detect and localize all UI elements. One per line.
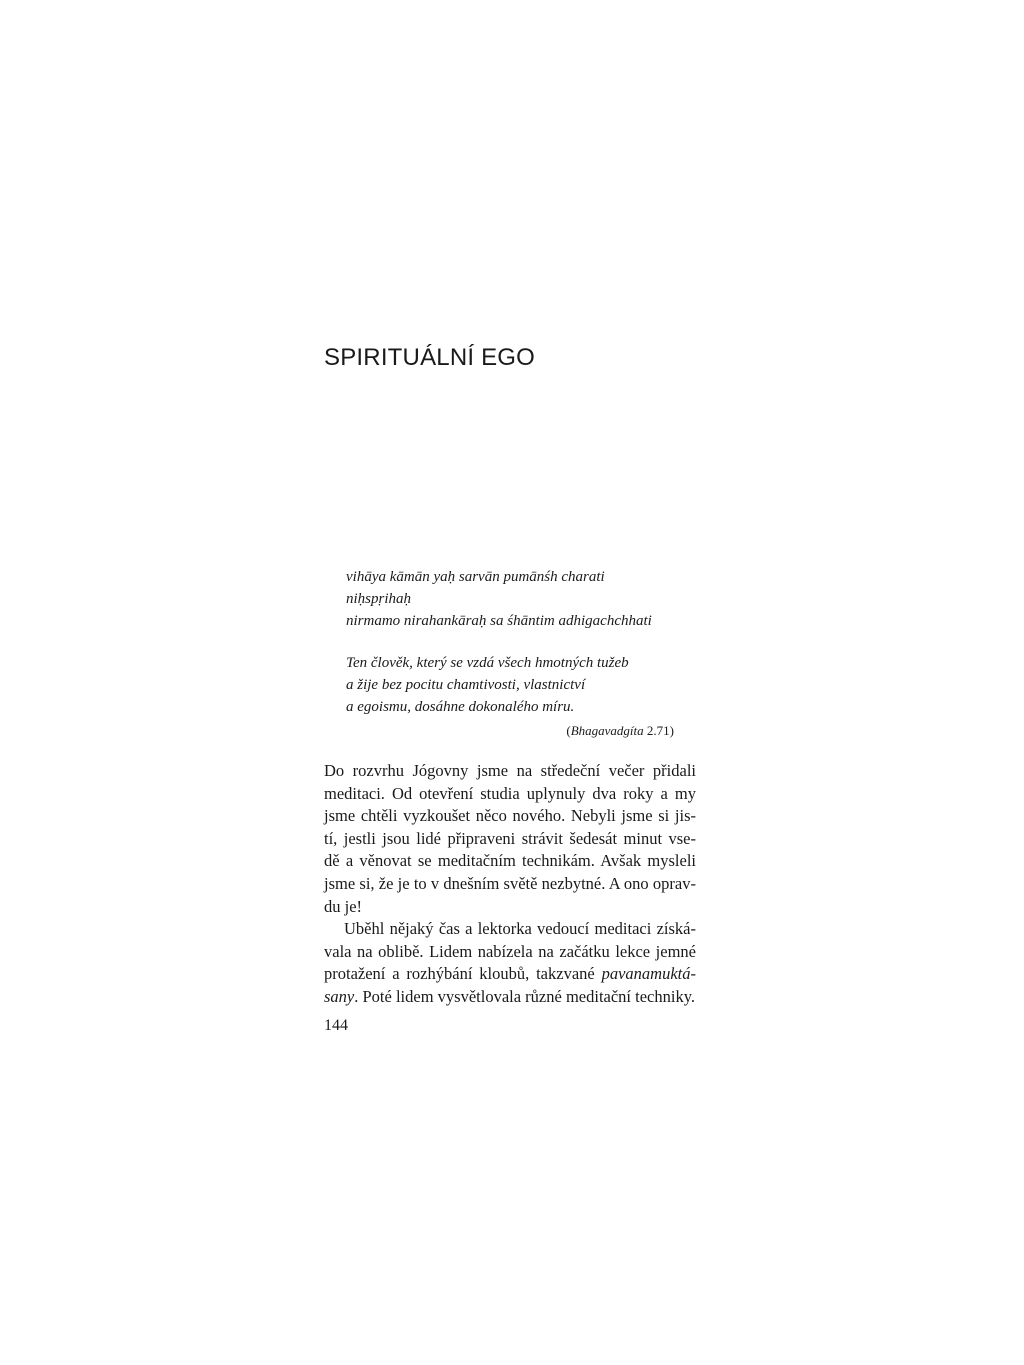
sanskrit-verse-line: nirmamo nirahankāraḥ sa śhāntim adhigachchhati — [346, 613, 652, 629]
text-line: du je! — [324, 896, 363, 916]
sanskrit-verse-line: vihāya kāmān yaḥ sarvān pumānśh charati — [346, 569, 605, 585]
paragraph — [324, 918, 696, 1008]
text-line: jsme chtěli vyzkoušet něco nového. Nebyli jsme si jis- — [324, 806, 696, 826]
text-run: . Poté lidem vysvětlovala různé meditační techniky. — [354, 986, 695, 1006]
translation-line: Ten člověk, který se vzdá všech hmotných tužeb — [346, 655, 629, 671]
text-line: vala na oblibě. Lidem nabízela na začátku lekce jemné — [324, 941, 696, 961]
epigraph — [346, 566, 676, 718]
page-number: 144 — [324, 1017, 348, 1034]
text-run: protažení a rozhýbání kloubů, takzvané — [324, 964, 602, 984]
text-line: Do rozvrhu Jógovny jsme na středeční večer přidali — [324, 761, 696, 780]
italic-term: sany — [324, 986, 355, 1006]
body-text — [324, 760, 696, 1009]
text-line — [324, 986, 696, 1009]
sanskrit-verse-line: niḥspṛihaḥ — [346, 591, 412, 607]
translation-line: a žije bez pocitu chamtivosti, vlastnictví — [346, 677, 586, 693]
epigraph-citation — [566, 722, 674, 740]
italic-term: pavanamuktá- — [601, 964, 696, 984]
chapter-title: SPIRITUÁLNÍ EGO — [324, 344, 536, 371]
text-line — [324, 963, 696, 986]
citation-reference: 2.71) — [643, 723, 674, 738]
text-line: meditaci. Od otevření studia uplynuly dva roky a my — [324, 783, 696, 803]
text-line: jsme si, že je to v dnešním světě nezbytné. A ono oprav- — [324, 873, 696, 893]
text-line: tí, jestli jsou lidé připraveni strávit šedesát minut vse- — [324, 828, 696, 848]
text-line: Uběhl nějaký čas a lektorka vedoucí meditaci získá- — [344, 919, 696, 939]
paragraph — [324, 760, 696, 918]
stanza-gap — [346, 632, 676, 652]
citation-open-paren: ( — [566, 723, 571, 738]
citation-work-title: Bhagavadgíta — [570, 723, 644, 738]
text-line: dě a věnovat se meditačním technikám. Avšak mysleli — [324, 851, 696, 871]
translation-line: a egoismu, dosáhne dokonalého míru. — [346, 699, 575, 715]
